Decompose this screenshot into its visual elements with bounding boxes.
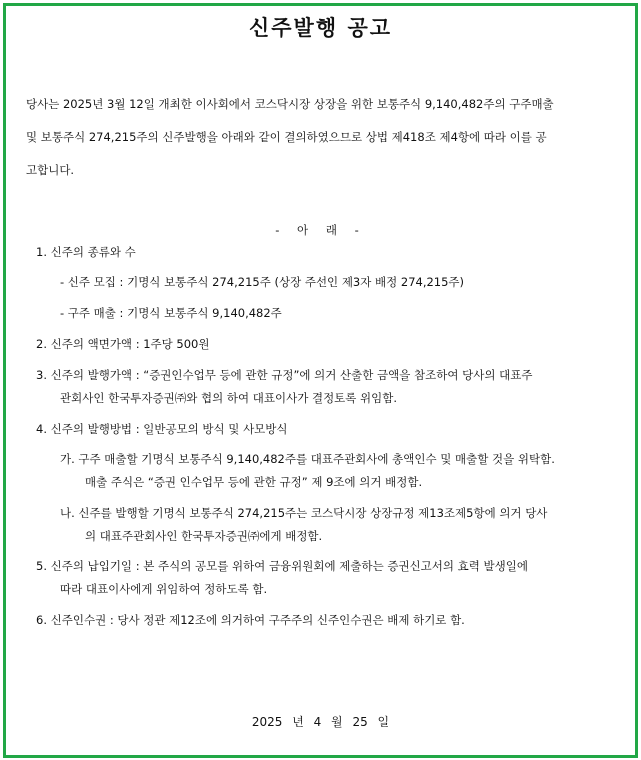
section-separator: - 아 래 - bbox=[275, 223, 366, 237]
item-4-sub-ga-line-2: 매출 주식은 “증권 인수업무 등에 관한 규정” 제 9조에 의거 배정함. bbox=[85, 475, 423, 489]
item-2-par-value: 2. 신주의 액면가액 : 1주당 500원 bbox=[36, 337, 210, 351]
item-5-payment-date-line-2: 따라 대표이사에게 위임하여 정하도록 함. bbox=[60, 582, 268, 596]
item-3-issue-price-line-1: 3. 신주의 발행가액 : “증권인수업무 등에 관한 규정”에 의거 산출한 금액을 참조하여 당사의 대표주 bbox=[36, 368, 533, 382]
intro-line-1: 당사는 2025년 3월 12일 개최한 이사회에서 코스닥시장 상장을 위한 보통주식 9,140,482주의 구주매출 bbox=[26, 97, 554, 111]
item-4-sub-ga-line-1: 가. 구주 매출할 기명식 보통주식 9,140,482주를 대표주관회사에 총액인수 및 매출할 것을 위탁함. bbox=[60, 452, 555, 466]
notice-date: 2025 년 4 월 25 일 bbox=[251, 715, 390, 729]
item-1-new-shares: - 신주 모집 : 기명식 보통주식 274,215주 (상장 주선인 제3자 배정 274,215주) bbox=[60, 275, 465, 289]
item-4-sub-na-line-2: 의 대표주관회사인 한국투자증권㈜에게 배정함. bbox=[85, 529, 323, 543]
item-3-issue-price-line-2: 관회사인 한국투자증권㈜와 협의 하여 대표이사가 결정토록 위임함. bbox=[60, 391, 398, 405]
item-4-issue-method: 4. 신주의 발행방법 : 일반공모의 방식 및 사모방식 bbox=[36, 422, 288, 436]
document-title: 신주발행 공고 bbox=[248, 16, 393, 40]
intro-line-2: 및 보통주식 274,215주의 신주발행을 아래와 같이 결의하였으므로 상법 제418조 제4항에 따라 이를 공 bbox=[26, 130, 547, 144]
item-4-sub-na-line-1: 나. 신주를 발행할 기명식 보통주식 274,215주는 코스닥시장 상장규정 제13조제5항에 의거 당사 bbox=[60, 506, 548, 520]
item-6-preemptive-rights: 6. 신주인수권 : 당사 정관 제12조에 의거하여 구주주의 신주인수권은 배제 하기로 함. bbox=[36, 613, 465, 627]
item-1-heading: 1. 신주의 종류와 수 bbox=[36, 245, 136, 259]
intro-line-3: 고합니다. bbox=[26, 163, 75, 177]
item-5-payment-date-line-1: 5. 신주의 납입기일 : 본 주식의 공모를 위하여 금융위원회에 제출하는 증권신고서의 효력 발생일에 bbox=[36, 559, 528, 573]
item-1-old-shares: - 구주 매출 : 기명식 보통주식 9,140,482주 bbox=[60, 306, 282, 320]
